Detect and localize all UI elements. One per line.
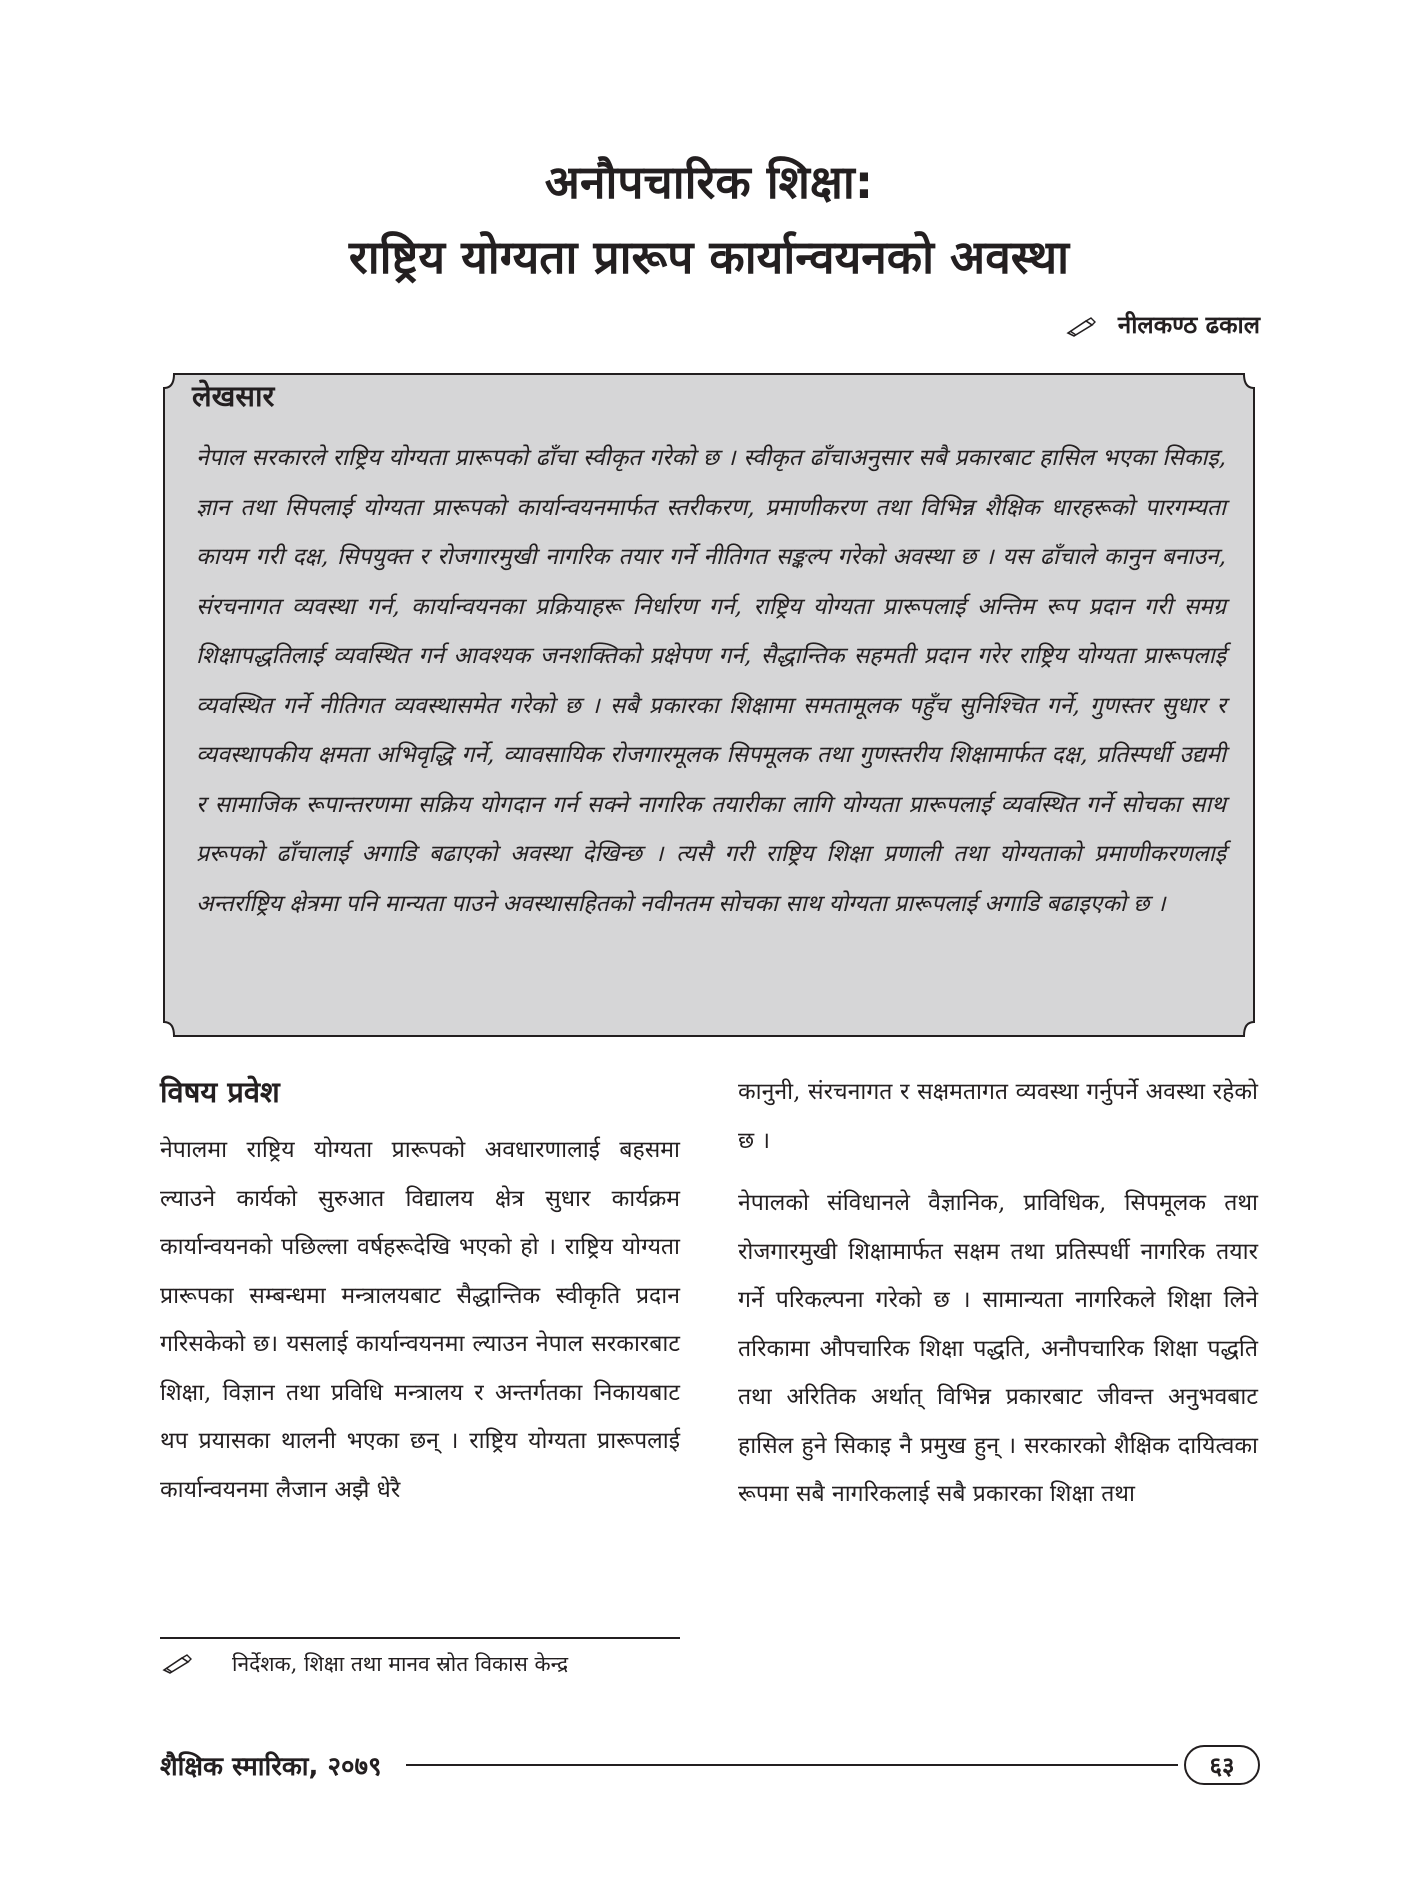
author-byline: [1066, 308, 1260, 341]
right-column: [738, 1068, 1258, 1533]
author-name: नीलकण्ठ ढकाल: [1117, 311, 1260, 339]
article-title-line-1: अनौपचारिक शिक्षा:: [544, 155, 874, 209]
abstract-text: नेपाल सरकारले राष्ट्रिय योग्यता प्रारूपको ढाँचा स्वीकृत गरेको छ । स्वीकृत ढाँचाअनुसार सबै प्रकारबाट हासिल भएका सिकाइ, ज्ञान तथा सिपलाई योग्यता प्रारूपको कार्यान्वयनमार्फत स्तरीकरण, प्रमाणीकरण तथा विभिन्न शैक्षिक धारहरूको पारगम्यता कायम गरी दक्ष, सिपयुक्त र रोजगारमुखी नागरिक तयार गर्ने नीतिगत सङ्कल्प गरेको अवस्था छ । यस ढाँचाले कानुन बनाउन, संरचनागत व्यवस्था गर्न, कार्यान्वयनका प्रक्रियाहरू निर्धारण गर्न, राष्ट्रिय योग्यता प्रारूपलाई अन्तिम रूप प्रदान गरी समग्र शिक्षापद्धतिलाई व्यवस्थित गर्न आवश्यक जनशक्तिको प्रक्षेपण गर्न, सैद्धान्तिक सहमती प्रदान गरेर राष्ट्रिय योग्यता प्रारूपलाई व्यवस्थित गर्ने नीतिगत व्यवस्थासमेत गरेको छ । सबै प्रकारका शिक्षामा समतामूलक पहुँच सुनिश्चित गर्ने, गुणस्तर सुधार र व्यवस्थापकीय क्षमता अभिवृद्धि गर्ने, व्यावसायिक रोजगारमूलक सिपमूलक तथा गुणस्तरीय शिक्षामार्फत दक्ष, प्रतिस्पर्धी उद्यमी र सामाजिक रूपान्तरणमा सक्रिय योगदान गर्न सक्ने नागरिक तयारीका लागि योग्यता प्रारूपलाई व्यवस्थित गर्ने सोचका साथ प्ररूपको ढाँचालाई अगाडि बढाएको अवस्था देखिन्छ । त्यसै गरी राष्ट्रिय शिक्षा प्रणाली तथा योग्यताको प्रमाणीकरणलाई अन्तर्राष्ट्रिय क्षेत्रमा पनि मान्यता पाउने अवस्थासहितको नवीनतम सोचका साथ योग्यता प्रारूपलाई अगाडि बढाइएको छ ।: [196, 445, 1226, 917]
intro-paragraph-1-continued: कानुनी, संरचनागत र सक्षमतागत व्यवस्था गर्नुपर्ने अवस्था रहेको छ ।: [738, 1079, 1258, 1154]
abstract-box: [160, 370, 1258, 1040]
article-title-line-2: राष्ट्रिय योग्यता प्रारूप कार्यान्वयनको अवस्था: [348, 230, 1070, 284]
footnote-text: निर्देशक, शिक्षा तथा मानव स्रोत विकास केन्द्र: [232, 1652, 569, 1676]
page-number: ६३: [1184, 1745, 1260, 1785]
publication-title: शैक्षिक स्मारिका, २०७९: [160, 1752, 382, 1782]
intro-paragraph-2: नेपालको संविधानले वैज्ञानिक, प्राविधिक, सिपमूलक तथा रोजगारमुखी शिक्षामार्फत सक्षम तथा प्रतिस्पर्धी नागरिक तयार गर्ने परिकल्पना गरेको छ । सामान्यता नागरिकले शिक्षा लिने तरिकामा औपचारिक शिक्षा पद्धति, अनौपचारिक शिक्षा पद्धति तथा अरितिक अर्थात् विभिन्न प्रकारबाट जीवन्त अनुभवबाट हासिल हुने सिकाइ नै प्रमुख हुन् । सरकारको शैक्षिक दायित्वका रूपमा सबै नागरिकलाई सबै प्रकारका शिक्षा तथा: [738, 1190, 1258, 1507]
footnote-rule: [160, 1637, 680, 1639]
left-column: [160, 1068, 680, 1528]
page-footer: [160, 1740, 1260, 1790]
section-heading: विषय प्रवेश: [160, 1075, 280, 1109]
abstract-heading: लेखसार: [192, 379, 275, 413]
intro-paragraph-1: नेपालमा राष्ट्रिय योग्यता प्रारूपको अवधारणालाई बहसमा ल्याउने कार्यको सुरुआत विद्यालय क्षेत्र सुधार कार्यक्रम कार्यान्वयनको पछिल्ला वर्षहरूदेखि भएको हो । राष्ट्रिय योग्यता प्रारूपका सम्बन्धमा मन्त्रालयबाट सैद्धान्तिक स्वीकृति प्रदान गरिसकेको छ। यसलाई कार्यान्वयनमा ल्याउन नेपाल सरकारबाट शिक्षा, विज्ञान तथा प्रविधि मन्त्रालय र अन्तर्गतका निकायबाट थप प्रयासका थालनी भएका छन् । राष्ट्रिय योग्यता प्रारूपलाई कार्यान्वयनमा लैजान अझै धेरै: [160, 1137, 680, 1503]
footer-rule: [406, 1764, 1178, 1766]
pen-icon: [1066, 315, 1096, 335]
footnote: [162, 1650, 680, 1678]
pen-icon: [162, 1654, 192, 1674]
